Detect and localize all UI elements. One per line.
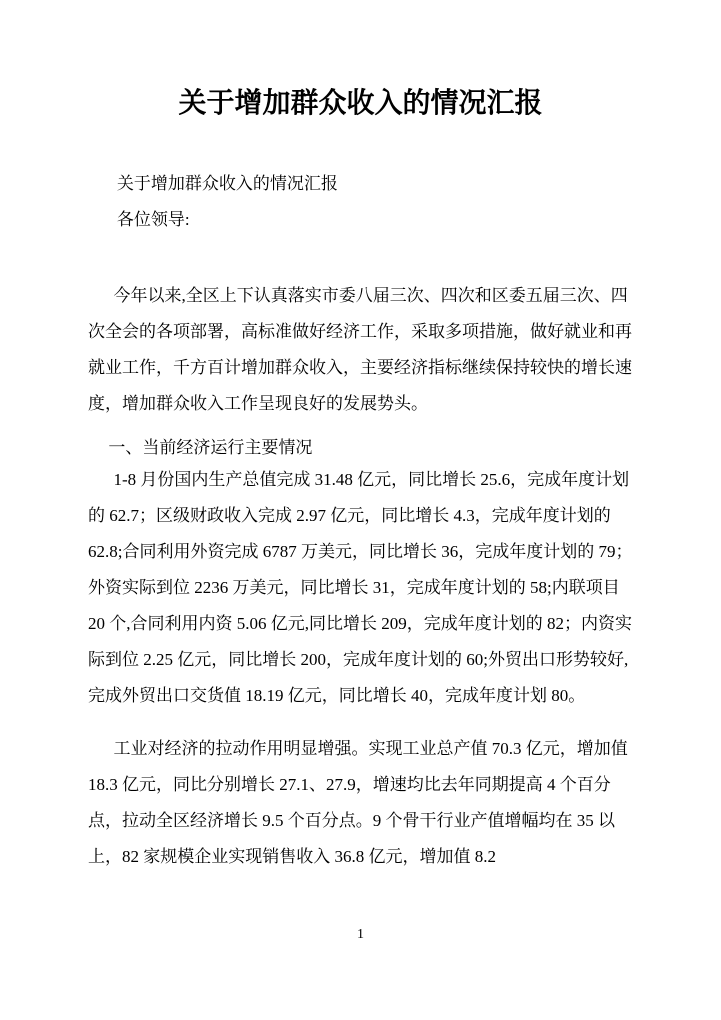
paragraph-salutation: 各位领导: bbox=[116, 210, 190, 229]
page-number: 1 bbox=[357, 927, 364, 942]
document-title: 关于增加群众收入的情况汇报 bbox=[178, 88, 543, 119]
paragraph-intro: 今年以来,全区上下认真落实市委八届三次、四次和区委五届三次、四次全会的各项部署，高标准做好经济工作，采取多项措施，做好就业和再就业工作，千方百计增加群众收入，主要经济指标继续保持较快的增长速度，增加群众收入工作呈现良好的发展势头。 bbox=[88, 286, 632, 413]
paragraph-industry: 工业对经济的拉动作用明显增强。实现工业总产值 70.3 亿元，增加值 18.3 亿元，同比分别增长 27.1、27.9，增速均比去年同期提高 4 个百分点，拉动全区经济增长 9.5 个百分点。9 个骨干行业产值增幅均在 35 以上，82 家规模企业实现销售收入 36.8 亿元，增加值 8.2 bbox=[88, 739, 628, 866]
paragraph-economy-stats: 1-8 月份国内生产总值完成 31.48 亿元，同比增长 25.6，完成年度计划的 62.7；区级财政收入完成 2.97 亿元，同比增长 4.3，完成年度计划的 62.8;合同利用外资完成 6787 万美元，同比增长 36，完成年度计划的 79；外资实际到位 2236 万美元，同比增长 31，完成年度计划的 58;内联项目 20 个,合同利用内资 5.06 亿元,同比增长 209，完成年度计划的 82；内资实际到位 2.25 亿元，同比增长 200，完成年度计划的 60;外贸出口形势较好,完成外贸出口交货值 18.19 亿元，同比增长 40，完成年度计划 80。 bbox=[88, 470, 633, 705]
section-heading-economy: 一、当前经济运行主要情况 bbox=[108, 438, 313, 457]
document-body bbox=[88, 166, 636, 875]
paragraph-subtitle: 关于增加群众收入的情况汇报 bbox=[116, 174, 338, 193]
